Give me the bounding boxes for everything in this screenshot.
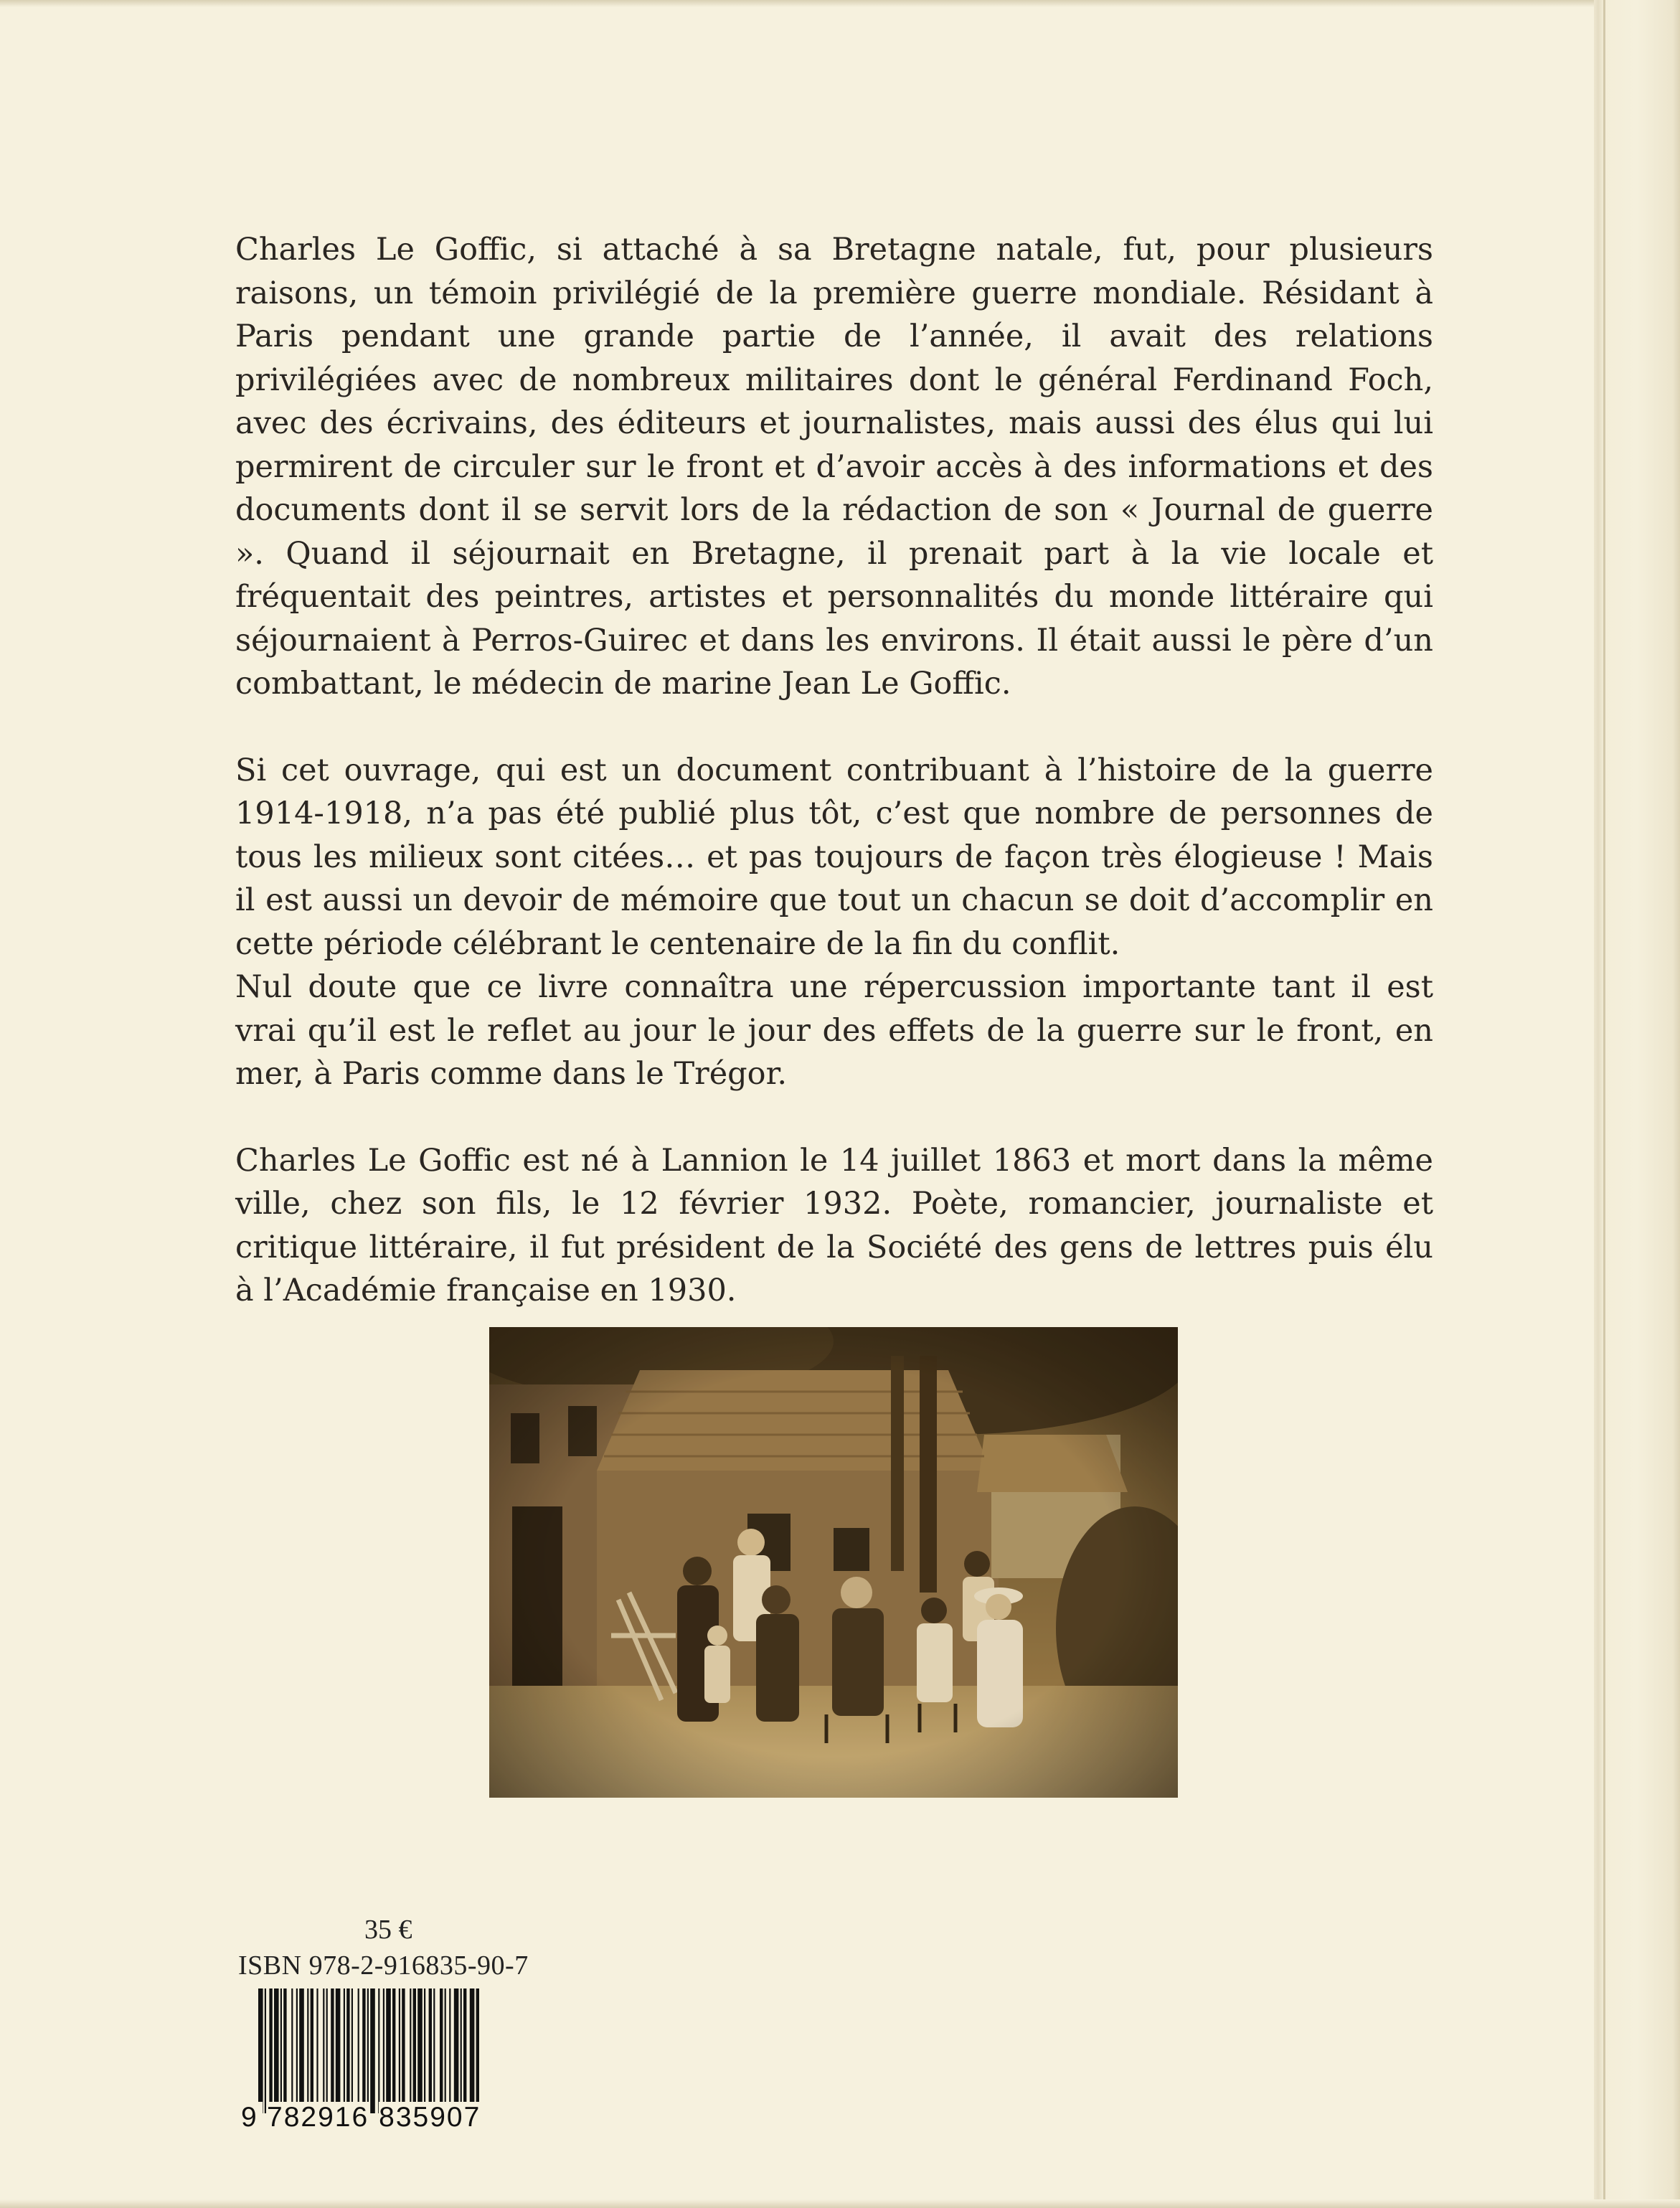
barcode-bar bbox=[265, 1988, 266, 2113]
barcode-bar bbox=[445, 1988, 446, 2113]
barcode-left-group: 782916 bbox=[267, 2102, 369, 2133]
barcode-bar bbox=[258, 1988, 263, 2113]
barcode-bar bbox=[296, 1988, 298, 2113]
barcode-digits bbox=[241, 2102, 557, 2133]
barcode-bar bbox=[311, 1988, 313, 2113]
barcode-bar bbox=[449, 1988, 450, 2113]
blurb-paragraph-biography: Charles Le Goffic est né à Lannion le 14 juillet 1863 et mort dans la même ville, chez son fils, le 12 février 1932. Poète, romancier, journaliste et critique littéraire, il fut président de la Société des gens de lettres puis élu à l’Académie française en 1930. bbox=[235, 1142, 1433, 1308]
barcode-bar bbox=[370, 1988, 375, 2113]
barcode-bar bbox=[454, 1988, 459, 2113]
blurb-paragraph-impact: Nul doute que ce livre connaîtra une répercussion importante tant il est vrai qu’il est le reflet au jour le jour des effets de la guerre sur le front, en mer, à Paris comme dans le Trégor. bbox=[235, 969, 1433, 1092]
barcode-bar bbox=[283, 1988, 286, 2113]
barcode-bar bbox=[367, 1988, 369, 2113]
barcode-bar bbox=[316, 1988, 318, 2113]
barcode-bar bbox=[417, 1988, 423, 2113]
barcode-bar bbox=[307, 1988, 308, 2113]
barcode-bar bbox=[358, 1988, 359, 2113]
barcode-bar bbox=[291, 1988, 293, 2113]
barcode-bar bbox=[433, 1988, 435, 2113]
cover-bottom-edge bbox=[0, 2199, 1680, 2208]
barcode-bar bbox=[470, 1988, 475, 2113]
cover-hinge-line bbox=[1603, 0, 1605, 2208]
barcode-right-group: 835907 bbox=[379, 2102, 481, 2133]
barcode-bar bbox=[344, 1988, 345, 2113]
blurb-paragraph-intro: Charles Le Goffic, si attaché à sa Bretagne natale, fut, pour plusieurs raisons, un témoin privilégié de la première guerre mondiale. Résidant à Paris pendant une grande partie de l’année, il avait des relations privilégiées avec de nombreux militaires dont le général Ferdinand Foch, avec des écrivains, des éditeurs et journalistes, mais aussi des élus qui lui permirent de circuler sur le front et d’avoir accès à des informations et des documents dont il se servit lors de la rédaction de son « Journal de guerre ». Quand il séjournait en Bretagne, il prenait part à la vie locale et fréquentait des peintres, artistes et personnalités du monde littéraire qui séjournaient à Perros-Guirec et dans les environs. Il était aussi le père d’un combattant, le médecin de marine Jean Le Goffic. bbox=[235, 232, 1433, 702]
barcode-bar bbox=[424, 1988, 425, 2113]
barcode-bar bbox=[429, 1988, 432, 2113]
barcode-bar bbox=[326, 1988, 328, 2113]
barcode-bar bbox=[386, 1988, 391, 2113]
barcode-bar bbox=[346, 1988, 349, 2113]
barcode-bar bbox=[269, 1988, 272, 2113]
cover-top-edge bbox=[0, 0, 1680, 7]
barcode-bar bbox=[399, 1988, 400, 2113]
sepia-family-photograph bbox=[489, 1327, 1178, 1798]
blurb-paragraph-publication: Si cet ouvrage, qui est un document contribuant à l’histoire de la guerre 1914-1918, n’a pas été publié plus tôt, c’est que nombre de personnes de tous les milieux sont citées… et pas toujours de façon très élogieuse ! Mais il est aussi un devoir de mémoire que tout un chacun se doit d’accomplir en cette période célébrant le centenaire de la fin du conflit. bbox=[235, 752, 1433, 962]
barcode-bar bbox=[323, 1988, 324, 2113]
barcode-bar bbox=[440, 1988, 443, 2113]
barcode-bar bbox=[383, 1988, 384, 2113]
barcode-bar bbox=[351, 1988, 353, 2113]
isbn-barcode bbox=[255, 1988, 549, 2113]
barcode-bar bbox=[331, 1988, 334, 2113]
barcode-first-digit: 9 bbox=[241, 2102, 263, 2133]
barcode-bar bbox=[410, 1988, 411, 2113]
cover-spine-edge bbox=[1594, 0, 1680, 2208]
barcode-bar bbox=[280, 1988, 282, 2113]
isbn-label: ISBN 978-2-916835-90-7 bbox=[238, 1950, 529, 1981]
barcode-bar bbox=[402, 1988, 405, 2113]
barcode-bar bbox=[336, 1988, 341, 2113]
barcode-bar bbox=[463, 1988, 466, 2113]
barcode-bar bbox=[362, 1988, 365, 2113]
barcode-bar bbox=[392, 1988, 395, 2113]
barcode-bar bbox=[476, 1988, 479, 2113]
barcode-bar bbox=[299, 1988, 304, 2113]
price-label: 35 € bbox=[364, 1915, 412, 1945]
barcode-bar bbox=[274, 1988, 279, 2113]
barcode-bar bbox=[461, 1988, 462, 2113]
blurb-text bbox=[235, 228, 1433, 1313]
barcode-bar bbox=[378, 1988, 379, 2113]
barcode-bar bbox=[413, 1988, 416, 2113]
